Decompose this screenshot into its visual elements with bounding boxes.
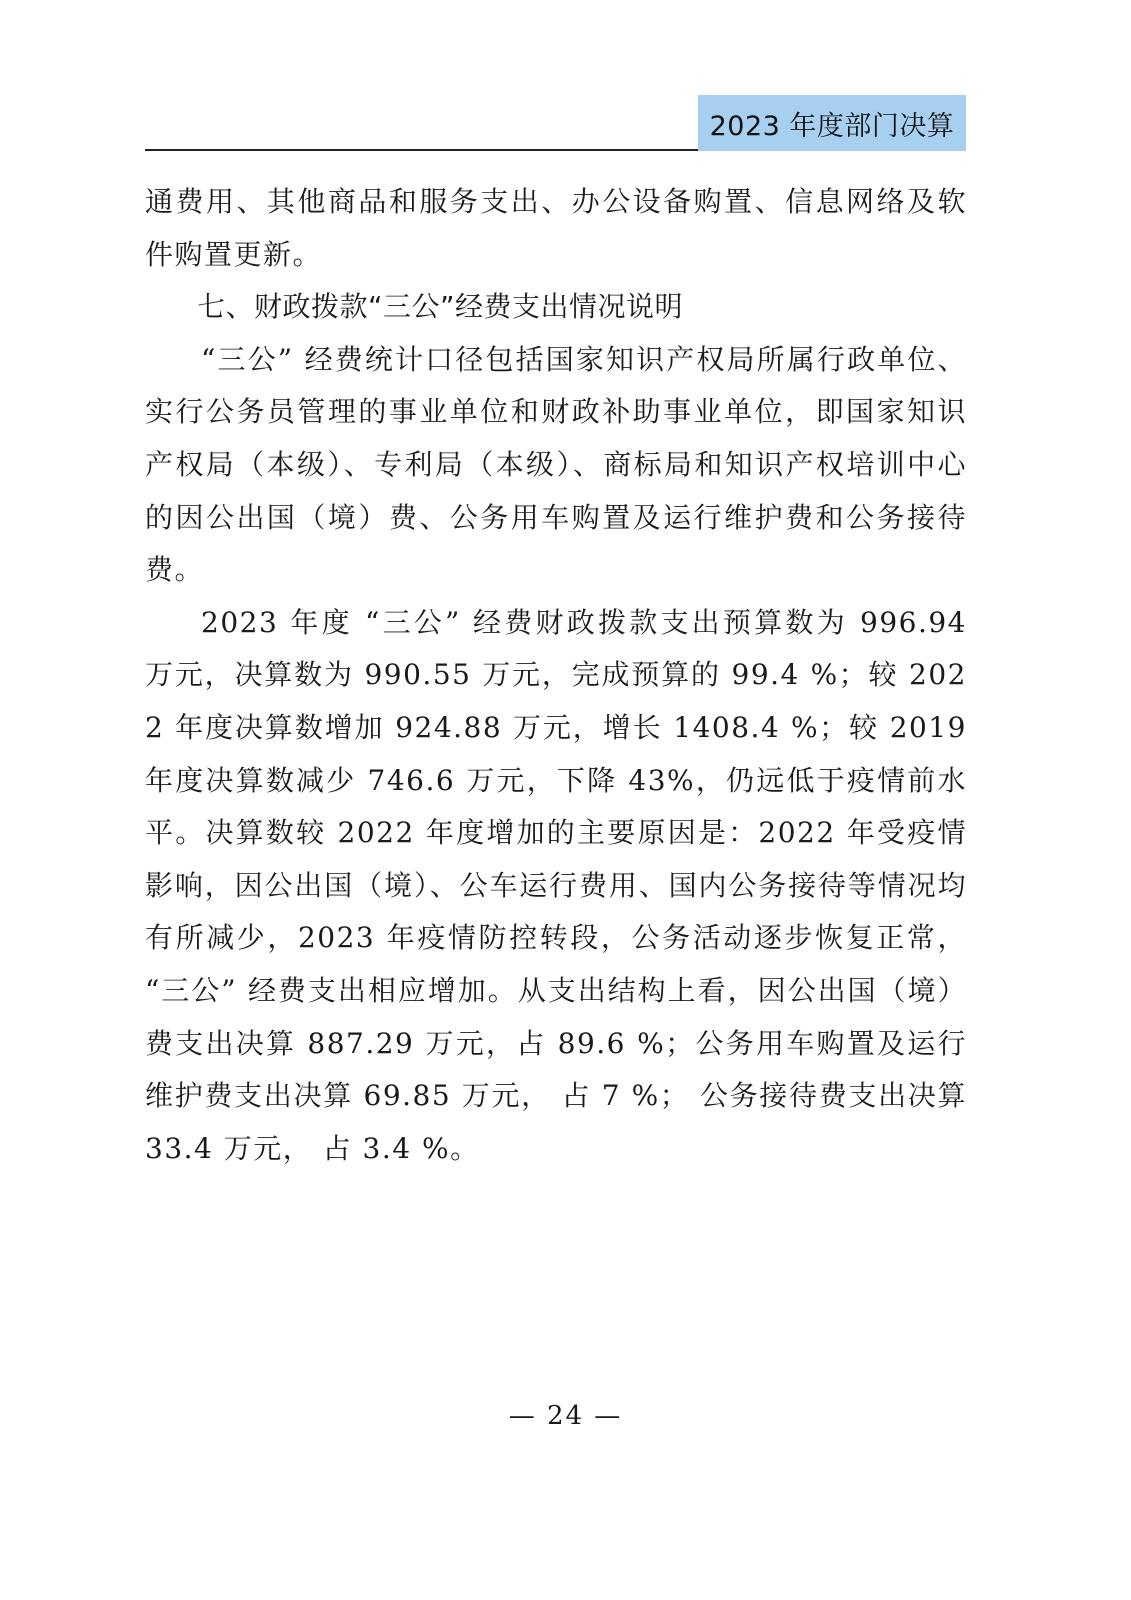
page-number: — 24 — xyxy=(508,1401,623,1431)
figures-paragraph: 2023 年度 “三公” 经费财政拨款支出预算数为 996.94 万元，决算数为 990.55 万元，完成预算的 99.4 %；较 2022 年度决算数增加 924.88 万元，增长 1408.4 %；较 2019 年度决算数减少 746.6 万元，下降 43%，仍远低于疫情前水平。决算数较 2022 年度增加的主要原因是：2022 年受疫情影响，因公出国（境）、公车运行费用、国内公务接待等情况均有所减少，2023 年疫情防控转段，公务活动逐步恢复正常， “三公” 经费支出相应增加。从支出结构上看，因公出国（境）费支出决算 887.29 万元，占 89.6 %；公务用车购置及运行维护费支出决算 69.85 万元， 占 7 %； 公务接待费支出决算 33.4 万元， 占 3.4 %。 xyxy=(145,605,967,1165)
header-rule xyxy=(145,149,698,151)
header-badge: 2023 年度部门决算 xyxy=(698,95,966,151)
page-body xyxy=(145,176,967,1175)
scope-paragraph: “三公” 经费统计口径包括国家知识产权局所属行政单位、实行公务员管理的事业单位和财政补助事业单位，即国家知识产权局（本级）、专利局（本级）、商标局和知识产权培训中心的因公出国（境）费、公务用车购置及运行维护费和公务接待费。 xyxy=(145,342,967,587)
section-heading: 七、财政拨款“三公”经费支出情况说明 xyxy=(197,290,684,324)
continuation-paragraph: 通费用、其他商品和服务支出、办公设备购置、信息网络及软件购置更新。 xyxy=(145,185,967,271)
